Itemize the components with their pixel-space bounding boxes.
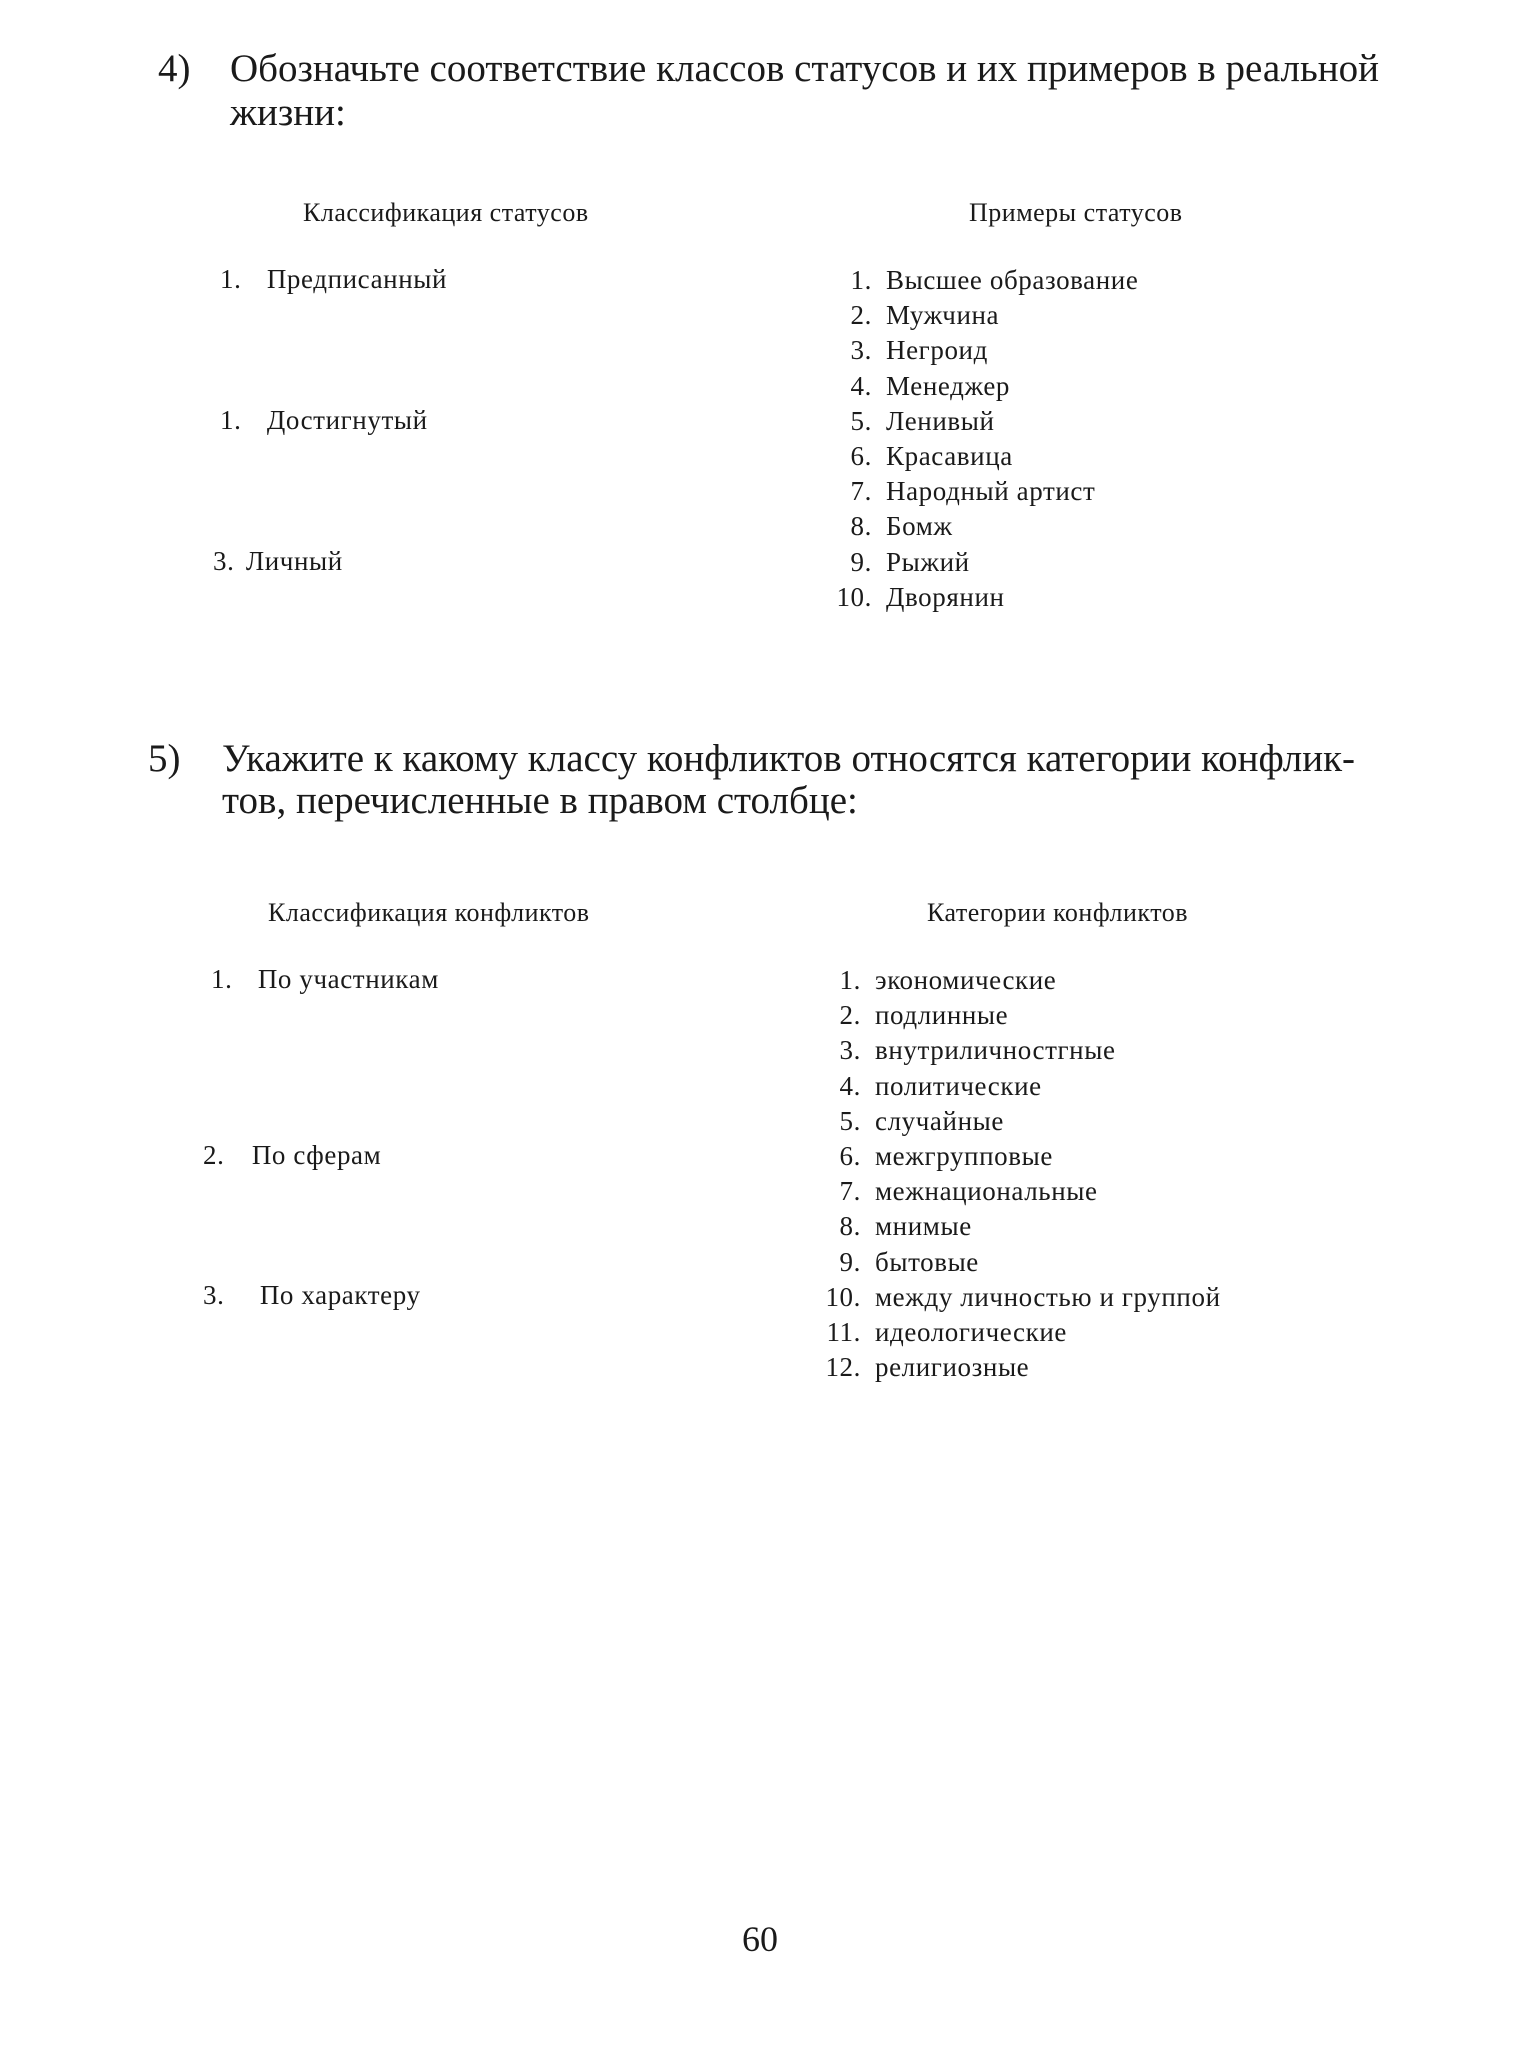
item-label: Достигнутый: [266, 405, 428, 435]
list-item: 3. Негроид: [850, 335, 988, 366]
status-class-item: [220, 264, 447, 295]
item-number: 1.: [211, 964, 233, 994]
question-text-line-1: Обозначьте соответствие классов статусов и их примеров в реальной: [230, 47, 1379, 90]
item-label: По сферам: [251, 1140, 382, 1170]
item-label: Личный: [245, 546, 343, 576]
status-class-item: [213, 546, 343, 577]
item-label: По участникам: [257, 964, 439, 994]
list-item: 10. между личностью и группой: [825, 1281, 1221, 1312]
list-item: 8. Бомж: [850, 511, 953, 542]
page-number: 60: [742, 1919, 778, 1959]
list-item: 9. Рыжий: [850, 546, 970, 577]
question-text-line-2: тов, перечисленные в правом столбце:: [222, 779, 858, 822]
question-number: 5): [148, 737, 181, 780]
list-item: 1. экономические: [839, 965, 1057, 995]
list-item: 7. Народный артист: [850, 476, 1096, 507]
list-item: 5. случайные: [839, 1105, 1004, 1136]
left-column-header: Классификация конфликтов: [268, 898, 590, 927]
item-number: 3.: [203, 1280, 225, 1310]
list-item: 4. политические: [839, 1070, 1042, 1101]
list-item: 1. Высшее образование: [850, 265, 1139, 295]
conflict-class-item: [211, 964, 439, 995]
item-number: 1.: [220, 405, 242, 435]
list-item: 3. внутриличностгные: [839, 1035, 1116, 1066]
list-item: 10. Дворянин: [836, 581, 1005, 612]
item-number: 3.: [213, 546, 235, 576]
list-item: 4. Менеджер: [850, 370, 1011, 401]
list-item: 11. идеологические: [826, 1316, 1067, 1347]
conflict-class-item: [203, 1140, 381, 1171]
list-item: 6. Красавица: [850, 440, 1013, 471]
list-item: 5. Ленивый: [850, 405, 995, 436]
item-number: 2.: [203, 1140, 225, 1170]
list-item: 2. подлинные: [839, 1000, 1009, 1031]
list-item: 12. религиозные: [825, 1352, 1030, 1383]
left-column-header: Классификация статусов: [303, 198, 589, 227]
item-number: 1.: [220, 264, 242, 294]
list-item: 8. мнимые: [839, 1211, 972, 1242]
question-number: 4): [158, 47, 191, 90]
conflict-class-item: [203, 1280, 421, 1311]
list-item: 9. бытовые: [839, 1246, 979, 1277]
right-column-header: Примеры статусов: [969, 198, 1183, 227]
list-item: 2. Мужчина: [850, 300, 1000, 331]
list-item: 6. межгрупповые: [839, 1140, 1053, 1171]
status-examples-list: [832, 263, 1138, 615]
item-label: По характеру: [259, 1280, 421, 1310]
right-column-header: Категории конфликтов: [927, 898, 1189, 927]
status-class-item: [220, 405, 428, 436]
list-item: 7. межнациональные: [839, 1176, 1098, 1207]
question-text-line-1: Укажите к какому классу конфликтов относятся категории конфлик-: [222, 737, 1356, 780]
item-label: Предписанный: [266, 264, 448, 294]
conflict-categories-list: [821, 963, 1221, 1385]
question-text-line-2: жизни:: [230, 91, 346, 134]
